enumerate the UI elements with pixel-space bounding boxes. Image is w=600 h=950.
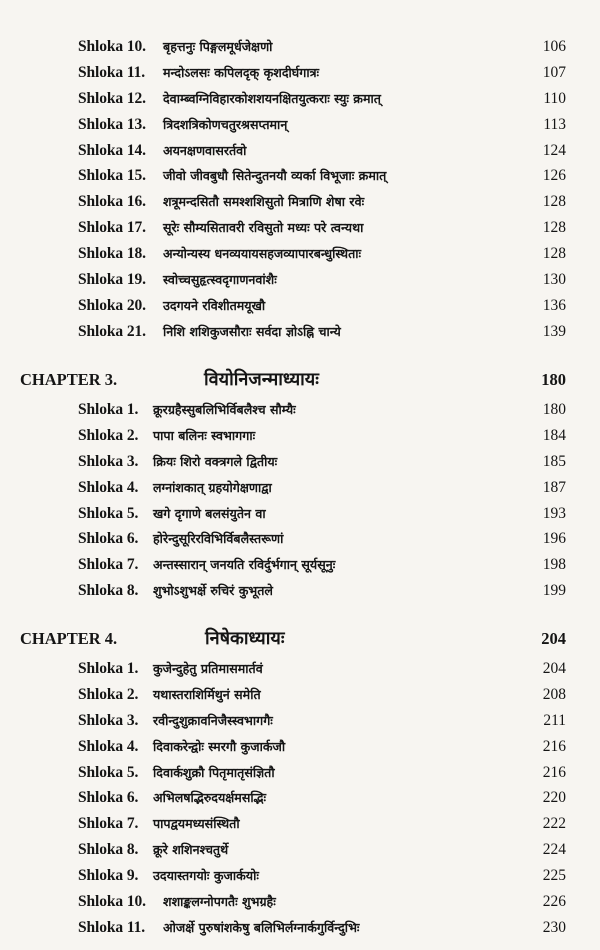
page-number: 128 xyxy=(542,219,566,237)
shloka-label: Shloka 5. xyxy=(78,763,139,781)
toc-row[interactable] xyxy=(0,293,600,319)
shloka-text: देवाम्ब्वग्निविहारकोशशयनक्षितयुत्कराः स्युः क्रमात् xyxy=(163,90,381,106)
shloka-label: Shloka 15. xyxy=(78,167,146,185)
page-number: 139 xyxy=(542,322,566,340)
shloka-text: अभिलषद्भिरुदयर्क्षमसद्भिः xyxy=(153,790,267,806)
shloka-label: Shloka 3. xyxy=(78,452,139,470)
page-number: 225 xyxy=(542,867,566,885)
toc-row[interactable] xyxy=(0,785,600,811)
page-number: 128 xyxy=(542,193,566,211)
toc-row[interactable] xyxy=(0,86,600,112)
page-number: 184 xyxy=(542,426,566,444)
shloka-text: शुभोऽशुभर्क्षे रुचिरं कुभूतले xyxy=(153,583,273,599)
page-number: 130 xyxy=(542,271,566,289)
shloka-text: पापा बलिनः स्वभागगाः xyxy=(153,427,256,443)
toc-row[interactable] xyxy=(0,215,600,241)
shloka-label: Shloka 11. xyxy=(78,63,146,81)
shloka-text: जीवो जीवबुधौ सितेन्दुतनयौ व्यर्का विभूजाः क्रमात् xyxy=(163,168,387,184)
shloka-label: Shloka 1. xyxy=(78,401,139,418)
shloka-text: क्रूरे शशिनश्चतुर्थे xyxy=(153,842,229,858)
shloka-label: Shloka 1. xyxy=(78,660,139,677)
shloka-text: लग्नांशकात् ग्रहयोगेक्षणाद्वा xyxy=(153,479,272,495)
shloka-text: पापद्वयमध्यसंस्थितौ xyxy=(153,816,240,832)
shloka-text: स्वोच्चसुहृत्स्वदृगाणनवांशैः xyxy=(163,272,277,288)
page-number: 204 xyxy=(542,660,566,677)
toc-row[interactable] xyxy=(0,189,600,215)
toc-row[interactable] xyxy=(0,423,600,449)
toc-row[interactable] xyxy=(0,475,600,501)
page-number: 208 xyxy=(542,685,566,703)
chapter-title: वियोनिजन्माध्यायः xyxy=(204,369,319,390)
shloka-text: शशाङ्कलग्नोपगतैः शुभग्रहैः xyxy=(163,894,276,910)
shloka-label: Shloka 14. xyxy=(78,141,146,159)
toc-row[interactable] xyxy=(0,656,600,682)
shloka-label: Shloka 6. xyxy=(78,530,139,548)
shloka-label: Shloka 8. xyxy=(78,841,139,859)
chapter-page-number: 180 xyxy=(541,370,566,389)
shloka-label: Shloka 16. xyxy=(78,193,146,211)
shloka-text: उदयास्तगयोः कुजार्कयोः xyxy=(153,868,259,884)
shloka-text: मन्दोऽलसः कपिलदृक् कृशदीर्घगात्रः xyxy=(163,64,320,80)
shloka-label: Shloka 13. xyxy=(78,115,146,133)
toc-row[interactable] xyxy=(0,708,600,734)
shloka-text: क्रियः शिरो वक्त्रगले द्वितीयः xyxy=(153,453,278,469)
shloka-label: Shloka 7. xyxy=(78,556,139,574)
toc-row[interactable] xyxy=(0,889,600,915)
shloka-label: Shloka 10. xyxy=(78,38,146,55)
toc-row[interactable] xyxy=(0,734,600,760)
chapter-heading[interactable] xyxy=(0,622,600,656)
toc-row[interactable] xyxy=(0,241,600,267)
page-number: 185 xyxy=(542,452,566,470)
shloka-text: उदगयने रविशीतमयूखौ xyxy=(163,297,266,313)
shloka-text: निशि शशिकुजसौराः सर्वदा ज्ञोऽह्नि चान्ये xyxy=(163,323,341,339)
contents-group-continued xyxy=(0,34,600,345)
shloka-text: होरेन्दुसूरिरविभिर्विबलैस्तरूणां xyxy=(153,531,284,547)
toc-row[interactable] xyxy=(0,682,600,708)
shloka-label: Shloka 19. xyxy=(78,271,146,289)
shloka-label: Shloka 6. xyxy=(78,789,139,807)
toc-row[interactable] xyxy=(0,863,600,889)
page-number: 136 xyxy=(542,296,566,314)
toc-row[interactable] xyxy=(0,449,600,475)
toc-row[interactable] xyxy=(0,578,600,604)
shloka-label: Shloka 18. xyxy=(78,245,146,263)
shloka-text: रवीन्दुशुक्रावनिजैस्स्वभागगैः xyxy=(153,712,273,728)
toc-row[interactable] xyxy=(0,837,600,863)
shloka-text: दिवाकरेन्द्वोः स्मरगौ कुजार्कजौ xyxy=(153,738,286,754)
page-number: 107 xyxy=(542,63,566,81)
shloka-text: अन्तस्सारान् जनयति रविर्दुर्भगान् सूर्यसूनुः xyxy=(153,557,336,573)
page-number: 230 xyxy=(542,918,566,936)
shloka-label: Shloka 4. xyxy=(78,737,139,755)
toc-row[interactable] xyxy=(0,811,600,837)
shloka-label: Shloka 17. xyxy=(78,219,146,237)
shloka-label: Shloka 4. xyxy=(78,478,139,496)
page-number: 216 xyxy=(542,737,566,755)
page-number: 113 xyxy=(543,115,566,133)
page-number: 180 xyxy=(542,401,566,418)
shloka-label: Shloka 2. xyxy=(78,426,139,444)
shloka-label: Shloka 21. xyxy=(78,322,146,340)
shloka-text: बृहत्तनुः पिङ्गलमूर्धजेक्षणो xyxy=(163,39,273,54)
chapter-3-section xyxy=(0,363,600,604)
shloka-label: Shloka 3. xyxy=(78,711,139,729)
page-number: 198 xyxy=(542,556,566,574)
chapter-title: निषेकाध्यायः xyxy=(205,628,285,649)
shloka-text: खगे दृगाणे बलसंयुतेन वा xyxy=(153,505,266,521)
toc-row[interactable] xyxy=(0,915,600,941)
chapter-label: CHAPTER 4. xyxy=(20,629,118,648)
page-number: 124 xyxy=(542,141,566,159)
page-number: 199 xyxy=(542,582,566,600)
shloka-label: Shloka 7. xyxy=(78,815,139,833)
page-number: 222 xyxy=(542,815,566,833)
shloka-text: यथास्तराशिर्मिथुनं समेति xyxy=(153,686,261,702)
shloka-label: Shloka 12. xyxy=(78,89,146,107)
page-number: 224 xyxy=(542,841,566,859)
page-number: 220 xyxy=(542,789,566,807)
page-number: 128 xyxy=(542,245,566,263)
chapter-heading[interactable] xyxy=(0,363,600,397)
chapter-4-section xyxy=(0,622,600,941)
shloka-text: अन्योन्यस्य धनव्ययायसहजव्यापारबन्धुस्थिताः xyxy=(163,246,362,262)
toc-row[interactable] xyxy=(0,501,600,527)
shloka-text: क्रूरग्रहैस्सुबलिभिर्विबलैश्च सौम्यैः xyxy=(153,402,296,417)
toc-row[interactable] xyxy=(0,526,600,552)
shloka-text: शत्रूमन्दसितौ समश्शशिसुतो मित्राणि शेषा रवेः xyxy=(163,194,365,210)
shloka-text: अयनक्षणवासरर्तवो xyxy=(163,142,247,158)
toc-row[interactable] xyxy=(0,112,600,138)
toc-row[interactable] xyxy=(0,552,600,578)
toc-row[interactable] xyxy=(0,163,600,189)
toc-row[interactable] xyxy=(0,760,600,786)
shloka-text: ओजर्क्षे पुरुषांशकेषु बलिभिर्लग्नार्कगुर्विन्दुभिः xyxy=(163,919,360,935)
toc-row[interactable] xyxy=(0,34,600,60)
shloka-text: त्रिदशत्रिकोणचतुरश्रसप्तमान् xyxy=(163,116,288,132)
page-number: 187 xyxy=(542,478,566,496)
shloka-label: Shloka 8. xyxy=(78,582,139,600)
page-number: 216 xyxy=(542,763,566,781)
toc-row[interactable] xyxy=(0,267,600,293)
shloka-label: Shloka 20. xyxy=(78,296,146,314)
shloka-text: सूरेः सौम्यसितावरी रविसुतो मध्यः परे त्वन्यथा xyxy=(163,220,364,236)
page-number: 196 xyxy=(542,530,566,548)
shloka-label: Shloka 9. xyxy=(78,867,139,885)
shloka-text: दिवार्कशुक्रौ पितृमातृसंज्ञितौ xyxy=(153,764,275,780)
chapter-label: CHAPTER 3. xyxy=(20,370,118,389)
page-number: 106 xyxy=(542,38,566,55)
shloka-label: Shloka 11. xyxy=(78,918,146,936)
toc-row[interactable] xyxy=(0,138,600,164)
chapter-page-number: 204 xyxy=(541,629,566,648)
page-number: 126 xyxy=(542,167,566,185)
page-number: 226 xyxy=(542,893,566,911)
toc-row[interactable] xyxy=(0,397,600,423)
shloka-label: Shloka 5. xyxy=(78,504,139,522)
shloka-label: Shloka 10. xyxy=(78,893,146,911)
toc-row[interactable] xyxy=(0,319,600,345)
page-number: 110 xyxy=(543,89,566,107)
toc-row[interactable] xyxy=(0,60,600,86)
shloka-text: कुजेन्दुहेतु प्रतिमासमार्तवं xyxy=(153,661,263,676)
page-number: 211 xyxy=(543,711,566,729)
page-number: 193 xyxy=(542,504,566,522)
shloka-label: Shloka 2. xyxy=(78,685,139,703)
